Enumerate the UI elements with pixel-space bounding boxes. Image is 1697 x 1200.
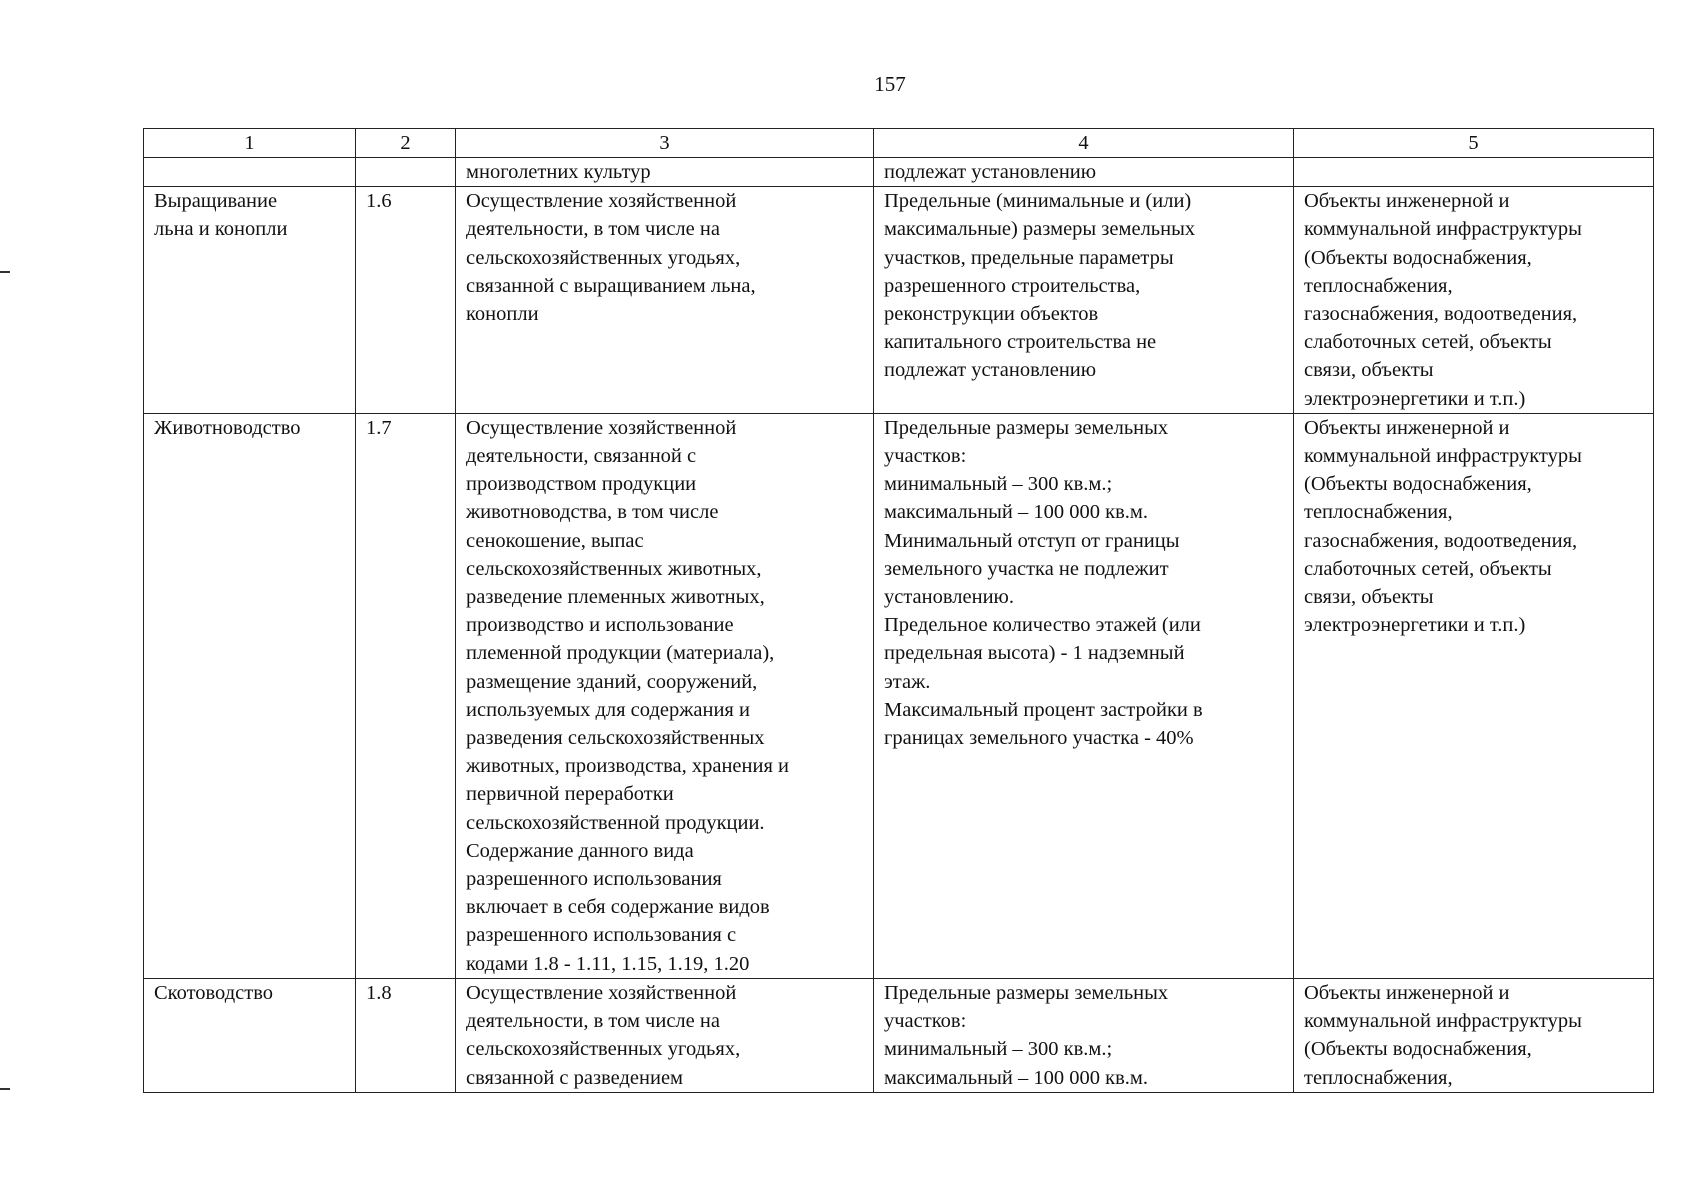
cell-text-line: Осуществление хозяйственной	[466, 981, 737, 1004]
code-cell	[356, 413, 456, 978]
cell-text-line: Максимальный процент застройки в	[884, 698, 1203, 721]
cell-text-line: электроэнергетики и т.п.)	[1304, 387, 1526, 410]
cell-text-line: подлежат установлению	[884, 359, 1097, 382]
cell-text-line: газоснабжения, водоотведения,	[1304, 303, 1578, 326]
description-cell	[456, 413, 874, 978]
cell-text-line: Предельные (минимальные и (или)	[884, 190, 1192, 213]
cell-text-line: сенокошение, выпас	[466, 529, 644, 552]
cell-text-line: участков:	[884, 445, 967, 468]
cell-text-line: кодами 1.8 - 1.11, 1.15, 1.19, 1.20	[466, 952, 750, 975]
cell-text-line: капитального строительства не	[884, 331, 1157, 354]
use-type-cell	[144, 978, 356, 1092]
auxiliary-objects-cell	[1294, 158, 1654, 187]
cell-text-line: Предельные размеры земельных	[884, 416, 1169, 439]
auxiliary-objects-cell	[1294, 187, 1654, 414]
header-cell: 1	[144, 129, 356, 158]
cell-text-line: (Объекты водоснабжения,	[1304, 1038, 1532, 1061]
cell-text-line: животноводства, в том числе	[466, 501, 719, 524]
cell-text-line: деятельности, связанной с	[466, 445, 697, 468]
cell-text-line: Объекты инженерной и	[1304, 190, 1510, 213]
cell-text-line: реконструкции объектов	[884, 303, 1099, 326]
cell-text-line: включает в себя содержание видов	[466, 896, 770, 919]
cell-text-line: Животноводство	[154, 416, 301, 439]
cell-text-line: минимальный – 300 кв.м.;	[884, 473, 1113, 496]
cell-text-line: деятельности, в том числе на	[466, 218, 720, 241]
cell-text-line: сельскохозяйственных животных,	[466, 557, 762, 580]
cell-text-line: Объекты инженерной и	[1304, 416, 1510, 439]
cell-text-line: Предельное количество этажей (или	[884, 614, 1201, 637]
cell-text-line: предельная высота) - 1 надземный	[884, 642, 1185, 665]
cell-text-line: этаж.	[884, 670, 931, 693]
cell-text-line: участков:	[884, 1010, 967, 1033]
code-cell	[356, 978, 456, 1092]
cell-text-line: Предельные размеры земельных	[884, 981, 1169, 1004]
cell-text-line: Осуществление хозяйственной	[466, 416, 737, 439]
description-cell	[456, 158, 874, 187]
cell-text-line: первичной переработки	[466, 783, 674, 806]
cell-text-line: 1.7	[366, 416, 392, 439]
cell-text-line: Минимальный отступ от границы	[884, 529, 1180, 552]
cell-text-line: разрешенного использования с	[466, 924, 737, 947]
cell-text-line: связи, объекты	[1304, 586, 1434, 609]
cell-text-line: связи, объекты	[1304, 359, 1434, 382]
cell-text-line: сельскохозяйственной продукции.	[466, 811, 765, 834]
cell-text-line: производство и использование	[466, 614, 734, 637]
cell-text-line: связанной с разведением	[466, 1066, 684, 1089]
cell-text-line: слаботочных сетей, объекты	[1304, 557, 1552, 580]
header-cell: 4	[874, 129, 1294, 158]
header-cell: 5	[1294, 129, 1654, 158]
cell-text-line: границах земельного участка - 40%	[884, 727, 1194, 750]
cell-text-line: теплоснабжения,	[1304, 501, 1453, 524]
cell-text-line: льна и конопли	[154, 218, 288, 241]
cell-text-line: разрешенного строительства,	[884, 274, 1141, 297]
table-row	[144, 413, 1654, 978]
cell-text-line: электроэнергетики и т.п.)	[1304, 614, 1526, 637]
cell-text-line: Объекты инженерной и	[1304, 981, 1510, 1004]
cell-text-line: коммунальной инфраструктуры	[1304, 1010, 1582, 1033]
cell-text-line: (Объекты водоснабжения,	[1304, 246, 1532, 269]
cell-text-line: установлению.	[884, 586, 1014, 609]
auxiliary-objects-cell	[1294, 413, 1654, 978]
cell-text-line: многолетних культур	[466, 161, 651, 183]
parameters-cell	[874, 413, 1294, 978]
parameters-cell	[874, 158, 1294, 187]
table-row	[144, 158, 1654, 187]
cell-text-line: (Объекты водоснабжения,	[1304, 473, 1532, 496]
header-cell: 2	[356, 129, 456, 158]
table-body	[144, 158, 1654, 1093]
cell-text-line: максимальные) размеры земельных	[884, 218, 1196, 241]
cell-text-line: теплоснабжения,	[1304, 274, 1453, 297]
cell-text-line: животных, производства, хранения и	[466, 755, 789, 778]
cell-text-line: Выращивание	[154, 190, 278, 213]
cell-text-line: участков, предельные параметры	[884, 246, 1174, 269]
cell-text-line: конопли	[466, 303, 539, 326]
parameters-cell	[874, 187, 1294, 414]
parameters-cell	[874, 978, 1294, 1092]
cell-text-line: слаботочных сетей, объекты	[1304, 331, 1552, 354]
cell-text-line: деятельности, в том числе на	[466, 1010, 720, 1033]
cell-text-line: племенной продукции (материала),	[466, 642, 775, 665]
table-row	[144, 978, 1654, 1092]
use-type-cell	[144, 187, 356, 414]
cell-text-line: земельного участка не подлежит	[884, 557, 1169, 580]
cell-text-line: максимальный – 100 000 кв.м.	[884, 501, 1148, 524]
cell-text-line: максимальный – 100 000 кв.м.	[884, 1066, 1148, 1089]
cell-text-line: 1.8	[366, 981, 392, 1004]
use-type-cell	[144, 158, 356, 187]
cell-text-line: разведение племенных животных,	[466, 586, 765, 609]
page-number: 157	[874, 72, 906, 96]
use-type-cell	[144, 413, 356, 978]
cell-text-line: газоснабжения, водоотведения,	[1304, 529, 1578, 552]
cell-text-line: разведения сельскохозяйственных	[466, 727, 765, 750]
cell-text-line: разрешенного использования	[466, 868, 722, 891]
cell-text-line: 1.6	[366, 190, 392, 213]
cell-text-line: сельскохозяйственных угодьях,	[466, 246, 741, 269]
cell-text-line: размещение зданий, сооружений,	[466, 670, 758, 693]
table-header-row	[144, 129, 1654, 158]
table-row	[144, 187, 1654, 414]
cell-text-line: сельскохозяйственных угодьях,	[466, 1038, 741, 1061]
cell-text-line: связанной с выращиванием льна,	[466, 274, 756, 297]
cell-text-line: Скотоводство	[154, 981, 273, 1004]
code-cell	[356, 158, 456, 187]
cell-text-line: Содержание данного вида	[466, 839, 694, 862]
cell-text-line: теплоснабжения,	[1304, 1066, 1453, 1089]
scan-edge-mark	[0, 271, 10, 273]
description-cell	[456, 978, 874, 1092]
cell-text-line: используемых для содержания и	[466, 698, 750, 721]
cell-text-line: производством продукции	[466, 473, 697, 496]
cell-text-line: минимальный – 300 кв.м.;	[884, 1038, 1113, 1061]
header-cell: 3	[456, 129, 874, 158]
code-cell	[356, 187, 456, 414]
description-cell	[456, 187, 874, 414]
auxiliary-objects-cell	[1294, 978, 1654, 1092]
scan-edge-mark	[0, 1088, 10, 1090]
cell-text-line: коммунальной инфраструктуры	[1304, 445, 1582, 468]
cell-text-line: коммунальной инфраструктуры	[1304, 218, 1582, 241]
cell-text-line: Осуществление хозяйственной	[466, 190, 737, 213]
land-use-table	[143, 128, 1654, 1093]
cell-text-line: подлежат установлению	[884, 161, 1097, 183]
